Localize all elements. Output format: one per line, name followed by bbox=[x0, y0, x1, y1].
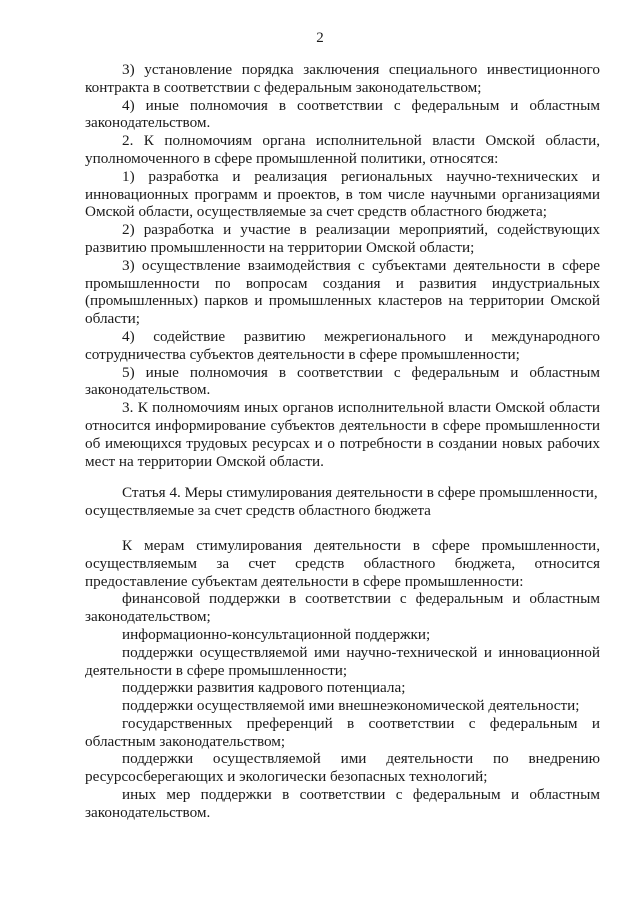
paragraph: поддержки осуществляемой ими внешнеэкономической деятельности; bbox=[122, 697, 580, 715]
paragraph: иных мер поддержки в соответствии с федеральным и областным законодательством. bbox=[85, 786, 600, 821]
paragraph: 3) осуществление взаимодействия с субъектами деятельности в сфере промышленности по вопросам создания и развития индустриальных (промышленных) парков и промышленных кластеров на территории Омской области; bbox=[85, 256, 600, 328]
paragraph: 2. К полномочиям органа исполнительной власти Омской области, уполномоченного в сфере промышленной политики, относятся: bbox=[85, 132, 600, 167]
paragraph: поддержки осуществляемой ими деятельности по внедрению ресурсосберегающих и экологически безопасных технологий; bbox=[85, 750, 600, 786]
paragraph: 3) установление порядка заключения специального инвестиционного контракта в соответствии с федеральным законодательством; bbox=[85, 61, 600, 96]
paragraph: поддержки осуществляемой ими научно-технической и инновационной деятельности в сфере промышленности; bbox=[85, 643, 600, 679]
page-number: 2 bbox=[316, 30, 324, 46]
paragraph: 4) иные полномочия в соответствии с федеральным и областным законодательством. bbox=[85, 96, 600, 132]
paragraph: 4) содействие развитию межрегионального и международного сотрудничества субъектов деятельности в сфере промышленности; bbox=[85, 327, 600, 363]
paragraph: поддержки развития кадрового потенциала; bbox=[122, 679, 406, 697]
paragraph: К мерам стимулирования деятельности в сфере промышленности, осуществляемым за счет средств областного бюджета, относится предоставление субъектам деятельности в сфере промышленности: bbox=[85, 536, 600, 590]
paragraph: информационно-консультационной поддержки; bbox=[122, 625, 431, 643]
paragraph: государственных преференций в соответствии с федеральным и областным законодательством; bbox=[85, 714, 600, 750]
section-gap bbox=[85, 520, 600, 537]
paragraph: 5) иные полномочия в соответствии с федеральным и областным законодательством. bbox=[85, 363, 600, 399]
paragraph: финансовой поддержки в соответствии с федеральным и областным законодательством; bbox=[85, 590, 600, 626]
paragraph: 2) разработка и участие в реализации мероприятий, содействующих развитию промышленности на территории Омской области; bbox=[85, 221, 600, 256]
paragraph: 3. К полномочиям иных органов исполнительной власти Омской области относится информирование субъектов деятельности в сфере промышленности об имеющихся трудовых ресурсах и о потребности в создании новых рабочих мест на территории Омской области. bbox=[85, 399, 600, 470]
paragraph: 1) разработка и реализация региональных научно-технических и инновационных программ и проектов, в том числе научными организациями Омской области, осуществляемые за счет средств областного бюджета; bbox=[85, 167, 600, 221]
document-body bbox=[85, 61, 600, 822]
article-heading: Статья 4. Меры стимулирования деятельности в сфере промышленности, осуществляемые за счет средств областного бюджета bbox=[85, 484, 598, 520]
